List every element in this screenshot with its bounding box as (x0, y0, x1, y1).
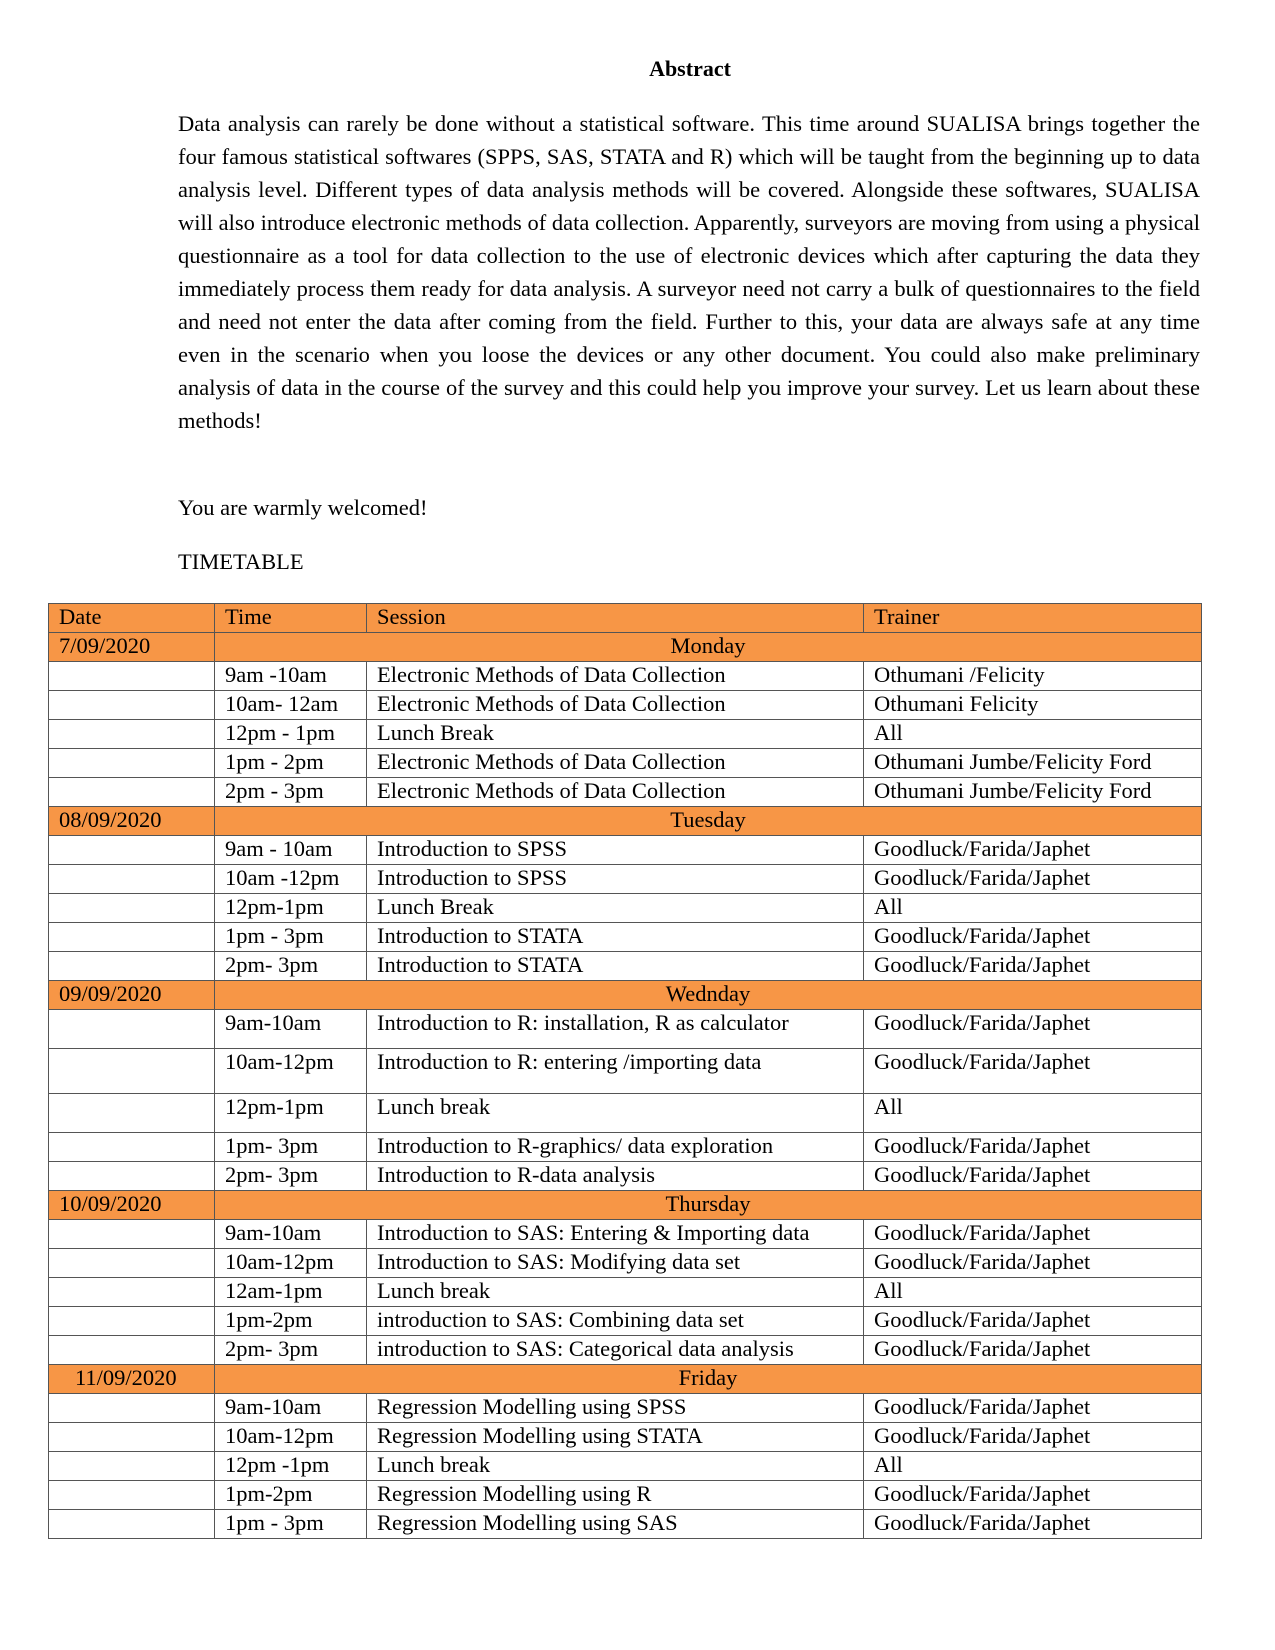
trainer-cell: Goodluck/Farida/Japhet (864, 1423, 1202, 1452)
table-row (49, 952, 1202, 981)
time-cell: 2pm - 3pm (215, 778, 367, 807)
time-cell: 12pm-1pm (215, 1094, 367, 1133)
trainer-cell: All (864, 1452, 1202, 1481)
empty-date-cell (49, 865, 215, 894)
day-date: 7/09/2020 (49, 633, 215, 662)
day-date: 09/09/2020 (49, 981, 215, 1010)
time-cell: 10am- 12am (215, 691, 367, 720)
table-row (49, 1510, 1202, 1539)
empty-date-cell (49, 923, 215, 952)
column-header-date: Date (49, 604, 215, 633)
session-cell: introduction to SAS: Categorical data analysis (367, 1336, 864, 1365)
empty-date-cell (49, 1336, 215, 1365)
day-name: Tuesday (215, 807, 1202, 836)
trainer-cell: Goodluck/Farida/Japhet (864, 836, 1202, 865)
time-cell: 10am-12pm (215, 1049, 367, 1094)
table-row (49, 1336, 1202, 1365)
table-row (49, 1220, 1202, 1249)
trainer-cell: Goodluck/Farida/Japhet (864, 1249, 1202, 1278)
trainer-cell: Othumani Felicity (864, 691, 1202, 720)
trainer-cell: Othumani /Felicity (864, 662, 1202, 691)
session-cell: Introduction to R: installation, R as calculator (367, 1010, 864, 1049)
empty-date-cell (49, 1010, 215, 1049)
time-cell: 2pm- 3pm (215, 952, 367, 981)
day-date: 08/09/2020 (49, 807, 215, 836)
trainer-cell: Goodluck/Farida/Japhet (864, 952, 1202, 981)
session-cell: Regression Modelling using STATA (367, 1423, 864, 1452)
table-row (49, 1452, 1202, 1481)
session-cell: Regression Modelling using SPSS (367, 1394, 864, 1423)
trainer-cell: Goodluck/Farida/Japhet (864, 923, 1202, 952)
time-cell: 10am -12pm (215, 865, 367, 894)
table-row (49, 1010, 1202, 1049)
timetable-heading: TIMETABLE (178, 549, 304, 574)
trainer-cell: Goodluck/Farida/Japhet (864, 1481, 1202, 1510)
table-row (49, 1423, 1202, 1452)
day-date: 10/09/2020 (49, 1191, 215, 1220)
empty-date-cell (49, 1133, 215, 1162)
trainer-cell: Goodluck/Farida/Japhet (864, 1510, 1202, 1539)
day-name: Thursday (215, 1191, 1202, 1220)
table-row (49, 1162, 1202, 1191)
day-name: Monday (215, 633, 1202, 662)
empty-date-cell (49, 952, 215, 981)
time-cell: 1pm-2pm (215, 1481, 367, 1510)
trainer-cell: All (864, 720, 1202, 749)
session-cell: Introduction to SPSS (367, 836, 864, 865)
session-cell: Introduction to STATA (367, 952, 864, 981)
table-row (49, 894, 1202, 923)
day-name: Wednday (215, 981, 1202, 1010)
empty-date-cell (49, 778, 215, 807)
abstract-title: Abstract (649, 56, 731, 81)
trainer-cell: All (864, 1094, 1202, 1133)
trainer-cell: Goodluck/Farida/Japhet (864, 1010, 1202, 1049)
empty-date-cell (49, 1249, 215, 1278)
time-cell: 12pm -1pm (215, 1452, 367, 1481)
time-cell: 10am-12pm (215, 1249, 367, 1278)
table-row (49, 778, 1202, 807)
time-cell: 9am-10am (215, 1394, 367, 1423)
trainer-cell: Goodluck/Farida/Japhet (864, 1220, 1202, 1249)
trainer-cell: Goodluck/Farida/Japhet (864, 1133, 1202, 1162)
empty-date-cell (49, 720, 215, 749)
day-date: 11/09/2020 (49, 1365, 215, 1394)
time-cell: 9am - 10am (215, 836, 367, 865)
session-cell: Introduction to R: entering /importing data (367, 1049, 864, 1094)
day-row-tuesday (49, 807, 1202, 836)
session-cell: Introduction to R-graphics/ data exploration (367, 1133, 864, 1162)
time-cell: 9am-10am (215, 1010, 367, 1049)
time-cell: 1pm- 3pm (215, 1133, 367, 1162)
session-cell: Electronic Methods of Data Collection (367, 749, 864, 778)
empty-date-cell (49, 1278, 215, 1307)
day-row-monday (49, 633, 1202, 662)
trainer-cell: Goodluck/Farida/Japhet (864, 1336, 1202, 1365)
table-row (49, 662, 1202, 691)
session-cell: Introduction to STATA (367, 923, 864, 952)
session-cell: Lunch Break (367, 720, 864, 749)
session-cell: Introduction to SAS: Modifying data set (367, 1249, 864, 1278)
trainer-cell: Goodluck/Farida/Japhet (864, 1307, 1202, 1336)
empty-date-cell (49, 1481, 215, 1510)
table-row (49, 1133, 1202, 1162)
table-row (49, 1094, 1202, 1133)
empty-date-cell (49, 1394, 215, 1423)
trainer-cell: Goodluck/Farida/Japhet (864, 1394, 1202, 1423)
time-cell: 1pm - 2pm (215, 749, 367, 778)
abstract-body: Data analysis can rarely be done without a statistical software. This time around SUALISA brings together the four famous statistical softwares (SPPS, SAS, STATA and R) which will be taught from the beginning up to data analysis level. Different types of data analysis methods will be covered. Alongside these softwares, SUALISA will also introduce electronic methods of data collection. Apparently, surveyors are moving from using a physical questionnaire as a tool for data collection to the use of electronic devices which after capturing the data they immediately process them ready for data analysis. A surveyor need not carry a bulk of questionnaires to the field and need not enter the data after coming from the field. Further to this, your data are always safe at any time even in the scenario when you loose the devices or any other document. You could also make preliminary analysis of data in the course of the survey and this could help you improve your survey. Let us learn about these methods! (178, 111, 1200, 433)
empty-date-cell (49, 749, 215, 778)
welcome-text: You are warmly welcomed! (178, 495, 428, 520)
session-cell: Introduction to SPSS (367, 865, 864, 894)
empty-date-cell (49, 662, 215, 691)
empty-date-cell (49, 836, 215, 865)
table-row (49, 865, 1202, 894)
table-row (49, 720, 1202, 749)
day-row-wednesday (49, 981, 1202, 1010)
empty-date-cell (49, 1452, 215, 1481)
empty-date-cell (49, 1423, 215, 1452)
time-cell: 12pm - 1pm (215, 720, 367, 749)
day-name: Friday (215, 1365, 1202, 1394)
empty-date-cell (49, 1220, 215, 1249)
day-row-friday (49, 1365, 1202, 1394)
trainer-cell: Othumani Jumbe/Felicity Ford (864, 778, 1202, 807)
time-cell: 1pm-2pm (215, 1307, 367, 1336)
table-row (49, 923, 1202, 952)
time-cell: 12am-1pm (215, 1278, 367, 1307)
table-row (49, 836, 1202, 865)
session-cell: Electronic Methods of Data Collection (367, 778, 864, 807)
session-cell: Introduction to R-data analysis (367, 1162, 864, 1191)
trainer-cell: Goodluck/Farida/Japhet (864, 865, 1202, 894)
time-cell: 1pm - 3pm (215, 923, 367, 952)
table-row (49, 1394, 1202, 1423)
session-cell: Introduction to SAS: Entering & Importing data (367, 1220, 864, 1249)
empty-date-cell (49, 691, 215, 720)
column-header-trainer: Trainer (864, 604, 1202, 633)
session-cell: introduction to SAS: Combining data set (367, 1307, 864, 1336)
session-cell: Lunch break (367, 1278, 864, 1307)
table-row (49, 1249, 1202, 1278)
timetable (48, 603, 1202, 1539)
day-row-thursday (49, 1191, 1202, 1220)
trainer-cell: Othumani Jumbe/Felicity Ford (864, 749, 1202, 778)
time-cell: 9am-10am (215, 1220, 367, 1249)
empty-date-cell (49, 1049, 215, 1094)
table-row (49, 691, 1202, 720)
empty-date-cell (49, 1162, 215, 1191)
column-header-session: Session (367, 604, 864, 633)
time-cell: 10am-12pm (215, 1423, 367, 1452)
session-cell: Regression Modelling using R (367, 1481, 864, 1510)
empty-date-cell (49, 1307, 215, 1336)
session-cell: Lunch break (367, 1452, 864, 1481)
table-row (49, 1278, 1202, 1307)
time-cell: 9am -10am (215, 662, 367, 691)
trainer-cell: Goodluck/Farida/Japhet (864, 1162, 1202, 1191)
column-header-time: Time (215, 604, 367, 633)
trainer-cell: All (864, 894, 1202, 923)
session-cell: Lunch break (367, 1094, 864, 1133)
time-cell: 2pm- 3pm (215, 1336, 367, 1365)
session-cell: Electronic Methods of Data Collection (367, 662, 864, 691)
empty-date-cell (49, 1510, 215, 1539)
session-cell: Lunch Break (367, 894, 864, 923)
trainer-cell: All (864, 1278, 1202, 1307)
time-cell: 1pm - 3pm (215, 1510, 367, 1539)
table-row (49, 1307, 1202, 1336)
timetable-header-row (49, 604, 1202, 633)
table-row (49, 1481, 1202, 1510)
table-row (49, 1049, 1202, 1094)
trainer-cell: Goodluck/Farida/Japhet (864, 1049, 1202, 1094)
time-cell: 2pm- 3pm (215, 1162, 367, 1191)
time-cell: 12pm-1pm (215, 894, 367, 923)
empty-date-cell (49, 894, 215, 923)
table-row (49, 749, 1202, 778)
empty-date-cell (49, 1094, 215, 1133)
session-cell: Regression Modelling using SAS (367, 1510, 864, 1539)
session-cell: Electronic Methods of Data Collection (367, 691, 864, 720)
